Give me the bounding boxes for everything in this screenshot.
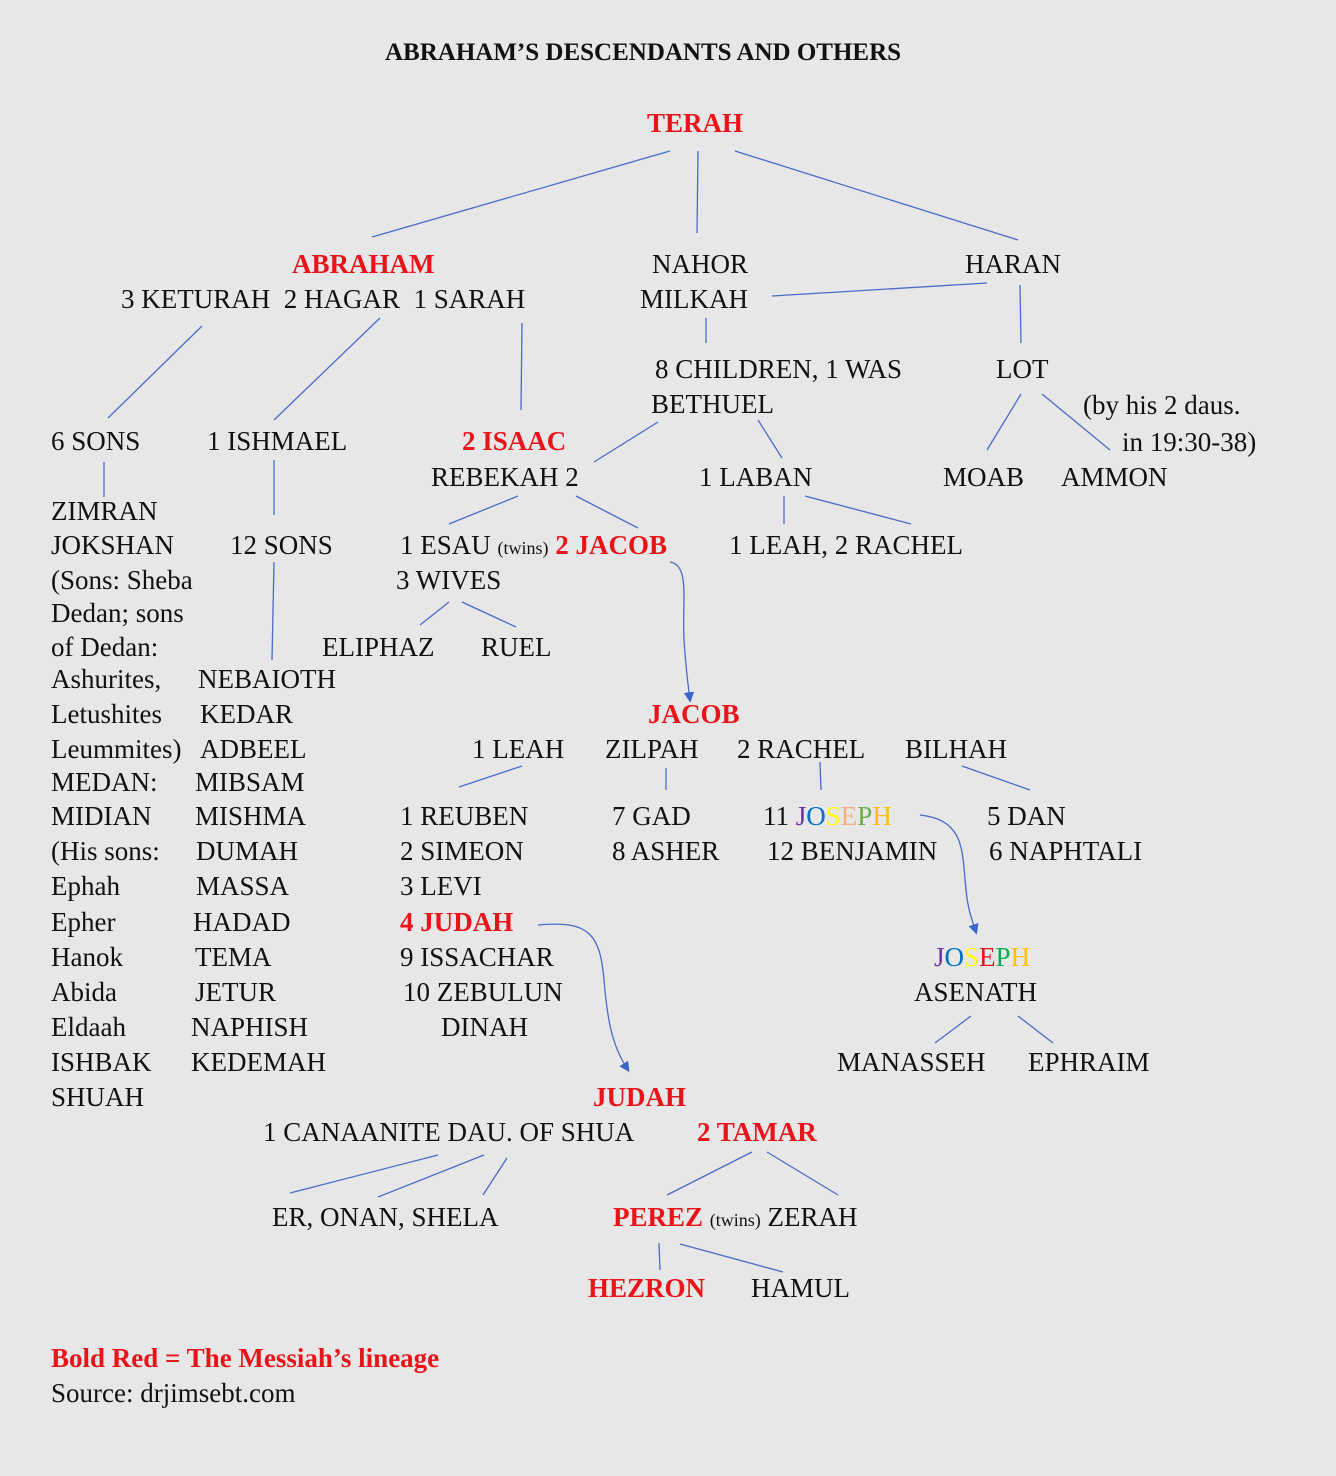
node-zilpah: ZILPAH: [605, 734, 699, 764]
ishmael-son-item: KEDAR: [200, 699, 293, 729]
node-er-onan-shela: ER, ONAN, SHELA: [272, 1202, 499, 1232]
node-gad: 7 GAD: [612, 801, 691, 831]
node-abraham: ABRAHAM: [292, 249, 435, 279]
node-joseph-11: [763, 801, 892, 831]
keturah-son-item: (His sons:: [51, 836, 160, 866]
joseph-letter: J: [795, 801, 807, 831]
keturah-son-item: ZIMRAN: [51, 496, 158, 526]
joseph-letter: S: [825, 801, 841, 831]
ishmael-son-item: NAPHISH: [191, 1012, 309, 1042]
node-ruel: RUEL: [481, 632, 552, 662]
node-milkah: MILKAH: [640, 284, 748, 314]
node-leah: 1 LEAH: [472, 734, 565, 764]
joseph-letter: H: [1010, 942, 1031, 972]
node-hezron: HEZRON: [588, 1273, 706, 1303]
ishmael-son-item: KEDEMAH: [191, 1047, 326, 1077]
twins-note: (twins): [709, 1210, 761, 1230]
node-six-sons: 6 SONS: [51, 426, 141, 456]
nahor-children: 8 CHILDREN, 1 WAS: [655, 354, 903, 384]
node-ishmael: 1 ISHMAEL: [207, 426, 348, 456]
keturah-son-item: Eldaah: [51, 1012, 126, 1042]
ishmael-son-item: MASSA: [196, 871, 290, 901]
keturah-son-item: (Sons: Sheba: [51, 565, 193, 595]
node-nahor: NAHOR: [652, 249, 749, 279]
node-three-wives: 3 WIVES: [396, 565, 502, 595]
node-jacob: JACOB: [648, 699, 740, 729]
keturah-son-item: of Dedan:: [51, 632, 159, 662]
node-reuben: 1 REUBEN: [400, 801, 529, 831]
ishmael-son-item: JETUR: [195, 977, 276, 1007]
keturah-son-item: SHUAH: [51, 1082, 145, 1112]
node-hamul: HAMUL: [751, 1273, 850, 1303]
keturah-son-item: Ephah: [51, 871, 120, 901]
arrow-joseph: [920, 815, 976, 932]
node-asenath: ASENATH: [914, 977, 1038, 1007]
joseph-name-rainbow: [934, 942, 1030, 972]
node-moab: MOAB: [943, 462, 1025, 492]
perez-zerah-line: [613, 1202, 858, 1235]
node-joseph: [934, 942, 1030, 972]
joseph-letter: O: [944, 942, 965, 972]
joseph-letter: E: [979, 942, 996, 972]
twins-note: (twins): [497, 538, 549, 558]
node-rachel: 2 RACHEL: [737, 734, 866, 764]
keturah-son-item: Ashurites,: [51, 664, 162, 694]
node-isaac: 2 ISAAC: [462, 426, 567, 456]
arrow-jacob: [670, 562, 690, 700]
node-judah-4: 4 JUDAH: [400, 907, 514, 937]
legend-key: Bold Red = The Messiah’s lineage: [51, 1343, 440, 1373]
joseph-letter: S: [964, 942, 980, 972]
ishmael-son-item: NEBAIOTH: [198, 664, 336, 694]
lot-note-ref: in 19:30-38): [1122, 427, 1257, 457]
keturah-son-item: ISHBAK: [51, 1047, 152, 1077]
keturah-son-item: MIDIAN: [51, 801, 152, 831]
abraham-wives: 3 KETURAH 2 HAGAR 1 SARAH: [121, 284, 526, 314]
page-title: ABRAHAM’S DESCENDANTS AND OTHERS: [385, 39, 902, 66]
source-note: Source: drjimsebt.com: [51, 1378, 296, 1408]
keturah-son-item: Hanok: [51, 942, 123, 972]
keturah-son-item: Letushites: [51, 699, 162, 729]
node-asher: 8 ASHER: [612, 836, 720, 866]
ishmael-son-item: ADBEEL: [200, 734, 307, 764]
node-manasseh: MANASSEH: [837, 1047, 986, 1077]
node-tamar: 2 TAMAR: [697, 1117, 817, 1147]
node-perez: PEREZ: [613, 1202, 704, 1232]
node-dinah: DINAH: [441, 1012, 528, 1042]
node-bilhah: BILHAH: [905, 734, 1007, 764]
keturah-son-item: Leummites): [51, 734, 182, 764]
node-terah: TERAH: [647, 108, 744, 138]
node-haran: HARAN: [965, 249, 1062, 279]
esau-jacob-line: [400, 530, 667, 563]
node-zerah: ZERAH: [760, 1202, 858, 1232]
node-eliphaz: ELIPHAZ: [322, 632, 435, 662]
node-ephraim: EPHRAIM: [1028, 1047, 1150, 1077]
ishmael-son-item: TEMA: [195, 942, 272, 972]
ishmael-son-item: MISHMA: [195, 801, 307, 831]
joseph-name-rainbow: [796, 801, 892, 831]
node-levi: 3 LEVI: [400, 871, 482, 901]
node-ammon: AMMON: [1061, 462, 1168, 492]
ishmael-son-item: HADAD: [193, 907, 291, 937]
node-lot: LOT: [996, 354, 1049, 384]
joseph-number: 11: [763, 801, 796, 831]
node-jacob-2: 2 JACOB: [548, 530, 668, 560]
node-benjamin: 12 BENJAMIN: [767, 836, 938, 866]
node-issachar: 9 ISSACHAR: [400, 942, 554, 972]
joseph-letter: E: [840, 801, 858, 831]
node-bethuel: BETHUEL: [651, 389, 774, 419]
ishmael-son-item: DUMAH: [196, 836, 299, 866]
node-laban: 1 LABAN: [699, 462, 813, 492]
node-simeon: 2 SIMEON: [400, 836, 524, 866]
joseph-letter: P: [995, 942, 1011, 972]
joseph-letter: P: [857, 801, 873, 831]
node-rebekah: REBEKAH 2: [431, 462, 579, 492]
joseph-letter: J: [934, 942, 945, 972]
node-leah-rachel: 1 LEAH, 2 RACHEL: [729, 530, 963, 560]
node-esau: 1 ESAU: [400, 530, 498, 560]
node-canaanite: 1 CANAANITE DAU. OF SHUA: [263, 1117, 635, 1147]
node-dan: 5 DAN: [987, 801, 1066, 831]
node-twelve-sons: 12 SONS: [230, 530, 333, 560]
node-zebulun: 10 ZEBULUN: [403, 977, 563, 1007]
joseph-letter: H: [872, 801, 892, 831]
ishmael-son-item: MIBSAM: [195, 767, 305, 797]
lot-note: (by his 2 daus.: [1083, 390, 1241, 420]
keturah-son-item: Dedan; sons: [51, 598, 184, 628]
keturah-son-item: JOKSHAN: [51, 530, 175, 560]
keturah-son-item: Abida: [51, 977, 117, 1007]
node-naphtali: 6 NAPHTALI: [989, 836, 1143, 866]
keturah-son-item: Epher: [51, 907, 116, 937]
joseph-letter: O: [806, 801, 826, 831]
node-judah: JUDAH: [593, 1082, 686, 1112]
keturah-son-item: MEDAN:: [51, 767, 158, 797]
